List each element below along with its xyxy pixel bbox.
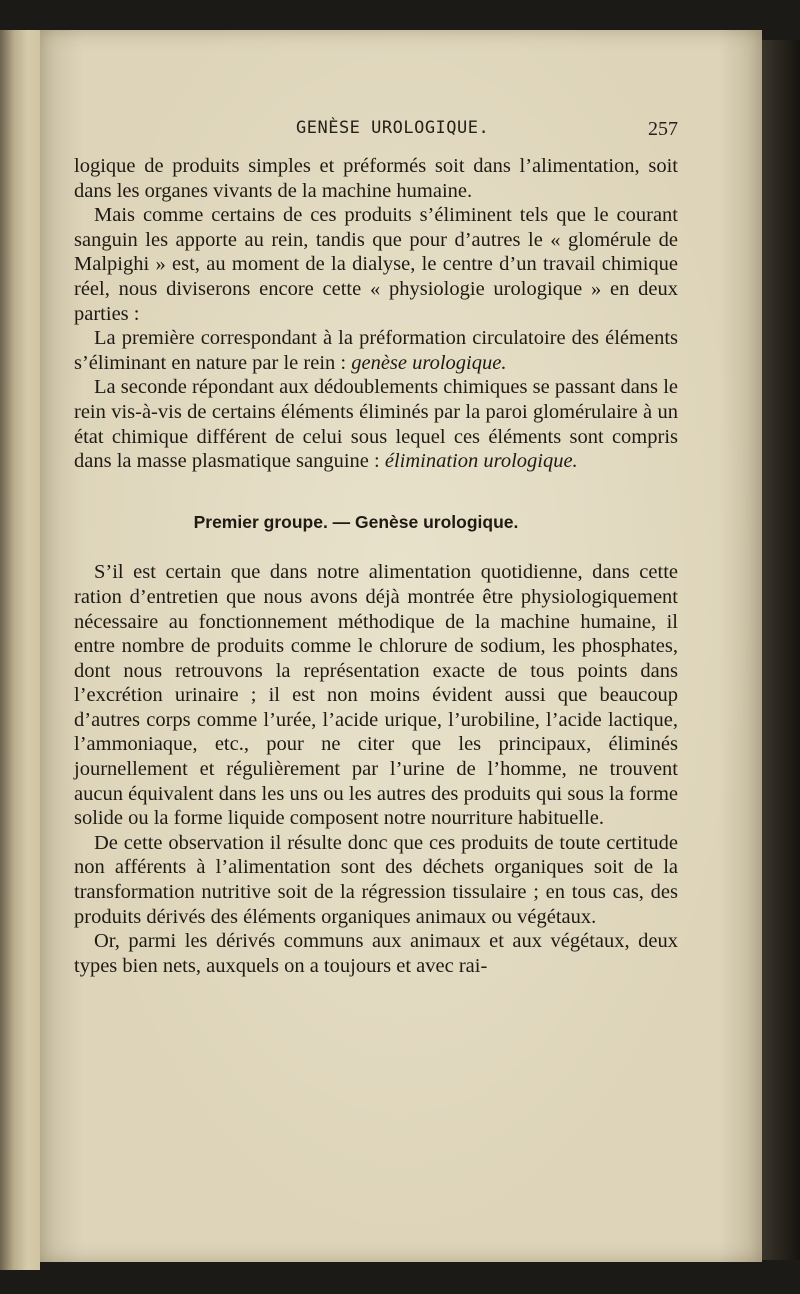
paragraph-1: logique de produits simples et préformés soit dans l’alimentation, soit dans les organes vivants de la machine humaine. bbox=[74, 155, 678, 202]
paragraph-2: Mais comme certains de ces produits s’éliminent tels que le courant sanguin les apporte au rein, tandis que pour d’autres le « glomérule de Malpighi » est, au moment de la dialyse, le centre d’un travail chimique réel, nous diviserons encore cette « physiologie urologique » en deux parties : bbox=[74, 204, 678, 325]
book-edge-right bbox=[762, 40, 800, 1260]
paragraph-3 bbox=[74, 326, 678, 375]
paragraph-5: S’il est certain que dans notre alimentation quotidienne, dans cette ration d’entretien que nous avons déjà montrée être physiologiquement nécessaire au fonctionnement méthodique de la machine humaine, il entre nombre de produits comme le chlorure de sodium, les phosphates, dont nous retrouvons la représentation exacte de tous points dans l’excrétion urinaire ; il est non moins évident aussi que beaucoup d’autres corps comme l’urée, l’acide urique, l’urobiline, l’acide lactique, l’ammoniaque, etc., pour ne citer que les principaux, éliminés journellement et régulièrement par l’urine de l’homme, ne trouvent aucun équivalent dans les uns ou les autres des produits qui sous la forme solide ou la forme liquide composent notre nourriture habituelle. bbox=[74, 561, 678, 830]
page-header bbox=[78, 118, 678, 148]
paragraph-3-text: La première correspondant à la préformation circulatoire des éléments s’éliminant en nature par le rein : bbox=[74, 327, 678, 374]
running-title: GENÈSE UROLOGIQUE. bbox=[296, 118, 490, 138]
paragraph-4 bbox=[74, 375, 678, 473]
page-body bbox=[74, 154, 678, 978]
paragraph-4-text: La seconde répondant aux dédoublements chimiques se passant dans le rein vis-à-vis de certains éléments éliminés par la paroi glomérulaire à un état chimique différent de celui sous lequel ces éléments sont compris dans la masse plasmatique sanguine : bbox=[74, 376, 678, 473]
paragraph-6: De cette observation il résulte donc que ces produits de toute certitude non afférents à l’alimentation sont des déchets organiques soit de la transformation nutritive soit de la régression tissulaire ; en tous cas, des produits dérivés des éléments organiques animaux ou végétaux. bbox=[74, 831, 678, 928]
paragraph-7: Or, parmi les dérivés communs aux animaux et aux végétaux, deux types bien nets, auxquels on a toujours et avec rai- bbox=[74, 930, 678, 977]
section-heading: Premier groupe. — Genèse urologique. bbox=[193, 511, 519, 532]
book-gutter-left bbox=[0, 30, 40, 1270]
term-genese-urologique: genèse urologique. bbox=[351, 351, 507, 374]
term-elimination-urologique: élimination urologique. bbox=[384, 450, 578, 473]
book-page bbox=[40, 30, 762, 1262]
page-number: 257 bbox=[648, 118, 678, 140]
